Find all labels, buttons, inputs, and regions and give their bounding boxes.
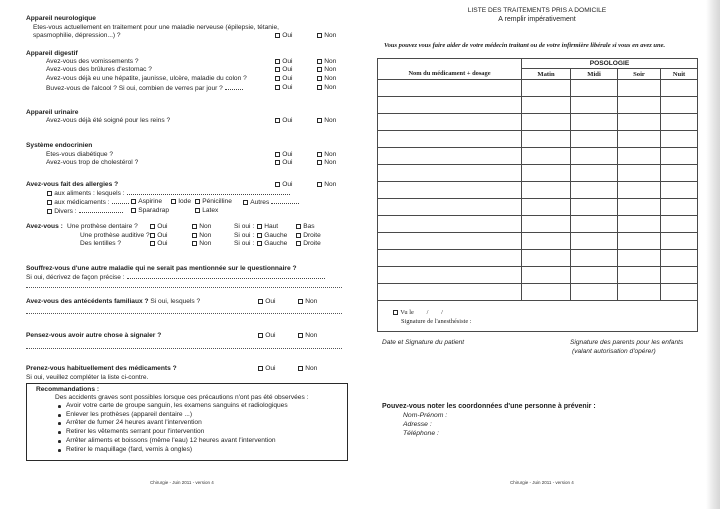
dotted-answer-line bbox=[26, 287, 342, 288]
digestif-alcool-oui-option bbox=[275, 84, 292, 92]
anesthesist-cell bbox=[378, 301, 698, 332]
prothese-dentaire-non-option bbox=[192, 223, 211, 231]
contact-field-telephone: Téléphone : bbox=[403, 430, 439, 437]
cell-medicament bbox=[378, 97, 522, 114]
allergies-non-option bbox=[317, 181, 336, 189]
allergie-divers-option bbox=[47, 207, 123, 216]
anesthesist-signature-label: Signature de l'anesthésiste : bbox=[401, 318, 472, 325]
option-label: Non bbox=[305, 365, 318, 372]
dotted-leader bbox=[127, 273, 325, 279]
cell-midi bbox=[571, 216, 618, 233]
section-title-urinaire: Appareil urinaire bbox=[26, 109, 79, 116]
checkbox-icon bbox=[192, 224, 197, 229]
table-row bbox=[378, 148, 698, 165]
vu-le-label: Vu le / / bbox=[400, 309, 443, 316]
question-vomissements: Avez-vous des vomissements ? bbox=[46, 58, 139, 65]
checkbox-icon bbox=[317, 67, 322, 72]
cell-midi bbox=[571, 80, 618, 97]
checkbox-icon bbox=[275, 118, 280, 123]
cell-nuit bbox=[661, 165, 698, 182]
cell-soir bbox=[618, 199, 661, 216]
cell-nuit bbox=[661, 182, 698, 199]
cell-soir bbox=[618, 80, 661, 97]
contact-field-nom: Nom-Prénom : bbox=[403, 412, 448, 419]
option-label: Oui bbox=[282, 117, 293, 124]
cell-midi bbox=[571, 233, 618, 250]
option-label: Non bbox=[324, 181, 337, 188]
treatments-note: Vous pouvez vous faire aider de votre médecin traitant ou de votre infirmière libérale si vous en avez une. bbox=[384, 42, 666, 49]
recommendations-title: Recommandations : bbox=[36, 386, 100, 393]
cell-matin bbox=[522, 114, 571, 131]
cell-nuit bbox=[661, 250, 698, 267]
cell-soir bbox=[618, 267, 661, 284]
cell-medicament bbox=[378, 114, 522, 131]
cell-soir bbox=[618, 284, 661, 301]
allergie-aliments-option bbox=[47, 189, 290, 198]
endocrinien-cholesterol-non-option bbox=[317, 159, 336, 167]
treatments-title: LISTE DES TRAITEMENTS PRIS A DOMICILE bbox=[467, 7, 607, 14]
cell-matin bbox=[522, 284, 571, 301]
authorization-note: (valant autorisation d'opérer) bbox=[572, 348, 656, 355]
header-nuit: Nuit bbox=[661, 69, 698, 80]
question-brulures: Avez-vous des brûlures d'estomac ? bbox=[46, 66, 152, 73]
checkbox-icon bbox=[257, 233, 262, 238]
cell-midi bbox=[571, 199, 618, 216]
cell-midi bbox=[571, 165, 618, 182]
checkbox-icon bbox=[47, 209, 52, 214]
table-header-row bbox=[378, 59, 698, 69]
option-label: Droite bbox=[303, 240, 321, 247]
cell-soir bbox=[618, 131, 661, 148]
dotted-answer-line bbox=[26, 348, 342, 349]
table-row bbox=[378, 131, 698, 148]
checkbox-icon bbox=[171, 199, 176, 204]
prothese-auditive-droite-option bbox=[296, 232, 321, 240]
question-reins: Avez-vous déjà été soigné pour les reins ? bbox=[46, 117, 171, 124]
header-soir: Soir bbox=[618, 69, 661, 80]
checkbox-icon bbox=[317, 182, 322, 187]
option-label: Aspirine bbox=[138, 198, 163, 205]
cell-midi bbox=[571, 182, 618, 199]
cell-medicament bbox=[378, 250, 522, 267]
table-row bbox=[378, 199, 698, 216]
option-label: Non bbox=[324, 32, 337, 39]
checkbox-icon bbox=[47, 200, 52, 205]
option-label: Gauche bbox=[264, 232, 288, 239]
cell-medicament bbox=[378, 284, 522, 301]
cell-medicament bbox=[378, 165, 522, 182]
checkbox-icon bbox=[243, 200, 248, 205]
checkbox-icon bbox=[47, 191, 52, 196]
checkbox-icon bbox=[192, 233, 197, 238]
header-matin: Matin bbox=[522, 69, 571, 80]
protheses-intro: Avez-vous : bbox=[26, 223, 63, 230]
checkbox-icon bbox=[317, 118, 322, 123]
antecedents-title: Avez-vous des antécédents familiaux ? bbox=[26, 298, 149, 305]
cell-soir bbox=[618, 114, 661, 131]
cell-matin bbox=[522, 80, 571, 97]
option-label: Oui bbox=[157, 223, 168, 230]
checkbox-icon bbox=[257, 224, 262, 229]
option-label: Oui bbox=[282, 66, 293, 73]
cell-soir bbox=[618, 216, 661, 233]
checkbox-icon bbox=[296, 224, 301, 229]
table-row bbox=[378, 97, 698, 114]
allergie-medicaments-option bbox=[47, 198, 129, 207]
checkbox-icon bbox=[317, 76, 322, 81]
question-cholesterol: Avez-vous trop de cholestérol ? bbox=[46, 159, 139, 166]
checkbox-icon bbox=[192, 241, 197, 246]
checkbox-icon bbox=[150, 224, 155, 229]
option-label: Non bbox=[324, 159, 337, 166]
cell-nuit bbox=[661, 148, 698, 165]
cell-nuit bbox=[661, 97, 698, 114]
allergie-sparadrap-option bbox=[131, 207, 169, 215]
cell-matin bbox=[522, 199, 571, 216]
header-posologie: POSOLOGIE bbox=[522, 59, 698, 69]
scan-edge-shadow bbox=[706, 0, 720, 509]
section-title-endocrinien: Système endocrinien bbox=[26, 142, 93, 149]
option-label: Oui bbox=[265, 298, 276, 305]
option-label: Iode bbox=[178, 198, 192, 205]
lentilles-gauche-option bbox=[257, 240, 287, 248]
cell-matin bbox=[522, 148, 571, 165]
recommendation-item: Arrêter aliments et boissons (même l'eau) 12 heures avant l'intervention bbox=[66, 437, 276, 444]
option-label: Latex bbox=[202, 207, 219, 214]
checkbox-icon bbox=[296, 233, 301, 238]
checkbox-icon bbox=[275, 33, 280, 38]
option-label: Non bbox=[199, 232, 212, 239]
cell-soir bbox=[618, 148, 661, 165]
option-label: Oui bbox=[157, 232, 168, 239]
cell-soir bbox=[618, 97, 661, 114]
table-row bbox=[378, 80, 698, 97]
dotted-leader bbox=[225, 84, 243, 90]
dotted-leader bbox=[271, 198, 299, 204]
checkbox-icon bbox=[257, 241, 262, 246]
signaler-oui-option bbox=[258, 332, 275, 340]
question-prothese-auditive: Une prothèse auditive ? bbox=[80, 232, 150, 239]
option-label: Oui bbox=[282, 32, 293, 39]
checkbox-icon bbox=[258, 299, 263, 304]
autre-maladie-detail bbox=[26, 273, 325, 282]
autre-maladie-detail-text: Si oui, décrivez de façon précise : bbox=[26, 274, 125, 281]
prothese-auditive-oui-option bbox=[150, 232, 167, 240]
cell-medicament bbox=[378, 148, 522, 165]
medicaments-detail: Si oui, veuillez compléter la liste ci-contre. bbox=[26, 374, 149, 381]
digestif-hepatite-non-option bbox=[317, 75, 336, 83]
cell-midi bbox=[571, 97, 618, 114]
checkbox-icon bbox=[275, 85, 280, 90]
checkbox-icon bbox=[317, 33, 322, 38]
option-label: Non bbox=[199, 240, 212, 247]
patient-signature-label: Date et Signature du patient bbox=[382, 339, 465, 346]
table-row bbox=[378, 267, 698, 284]
antecedents-non-option bbox=[298, 298, 317, 306]
question-alcool bbox=[46, 84, 243, 93]
cell-midi bbox=[571, 114, 618, 131]
cell-midi bbox=[571, 267, 618, 284]
question-prothese-dentaire: Une prothèse dentaire ? bbox=[67, 223, 138, 230]
checkbox-icon bbox=[275, 76, 280, 81]
table-row bbox=[378, 284, 698, 301]
section-title-neurologique: Appareil neurologique bbox=[26, 15, 96, 22]
cell-matin bbox=[522, 216, 571, 233]
cell-nuit bbox=[661, 80, 698, 97]
cell-nuit bbox=[661, 131, 698, 148]
question-diabete: Etes-vous diabétique ? bbox=[46, 151, 114, 158]
digestif-brulures-non-option bbox=[317, 66, 336, 74]
option-label: Autres bbox=[250, 199, 270, 206]
checkbox-icon bbox=[195, 208, 200, 213]
digestif-hepatite-oui-option bbox=[275, 75, 292, 83]
cell-soir bbox=[618, 182, 661, 199]
checkbox-icon bbox=[131, 208, 136, 213]
recommendations-box bbox=[26, 383, 348, 461]
cell-nuit bbox=[661, 233, 698, 250]
cell-medicament bbox=[378, 80, 522, 97]
recommendation-item: Enlever les prothèses (appareil dentaire ...) bbox=[66, 411, 193, 418]
si-oui-label: Si oui : bbox=[234, 223, 255, 230]
allergie-penicilline-option bbox=[195, 198, 232, 206]
option-label: Non bbox=[324, 58, 337, 65]
question-lentilles: Des lentilles ? bbox=[80, 240, 122, 247]
question-hepatite: Avez-vous déjà eu une hépatite, jaunisse, ulcère, maladie du colon ? bbox=[46, 75, 247, 82]
option-label: Oui bbox=[282, 58, 293, 65]
cell-nuit bbox=[661, 216, 698, 233]
medicaments-non-option bbox=[298, 365, 317, 373]
option-label: Non bbox=[324, 66, 337, 73]
recommendation-item: Retirer le maquillage (fard, vernis à ongles) bbox=[66, 446, 193, 453]
allergies-oui-option bbox=[275, 181, 292, 189]
table-row bbox=[378, 233, 698, 250]
allergie-iode-option bbox=[171, 198, 191, 206]
allergie-aspirine-option bbox=[131, 198, 162, 206]
bullet-icon bbox=[58, 422, 61, 425]
allergie-latex-option bbox=[195, 207, 218, 215]
checkbox-icon bbox=[258, 366, 263, 371]
dotted-leader bbox=[79, 207, 123, 213]
option-label: Oui bbox=[265, 332, 276, 339]
recommendations-intro: Des accidents graves sont possibles lorsque ces précautions n'ont pas été observées : bbox=[55, 394, 309, 401]
si-oui-label: Si oui : bbox=[234, 240, 255, 247]
option-label: Oui bbox=[265, 365, 276, 372]
checkbox-icon bbox=[275, 67, 280, 72]
treatments-subtitle: A remplir impérativement bbox=[498, 16, 576, 23]
cell-medicament bbox=[378, 267, 522, 284]
checkbox-icon bbox=[296, 241, 301, 246]
lentilles-non-option bbox=[192, 240, 211, 248]
dotted-leader bbox=[127, 189, 290, 195]
signaler-non-option bbox=[298, 332, 317, 340]
checkbox-icon bbox=[275, 160, 280, 165]
checkbox-icon bbox=[298, 333, 303, 338]
cell-medicament bbox=[378, 199, 522, 216]
medicaments-oui-option bbox=[258, 365, 275, 373]
checkbox-icon bbox=[317, 160, 322, 165]
option-label: Sparadrap bbox=[138, 207, 169, 214]
allergie-aliments-label: aux aliments : lesquels : bbox=[54, 190, 125, 197]
checkbox-icon bbox=[275, 182, 280, 187]
cell-matin bbox=[522, 233, 571, 250]
option-label: Non bbox=[305, 298, 318, 305]
question-neuro-line-1: Etes-vous actuellement en traitement pour une maladie nerveuse (épilepsie, tétanie, bbox=[33, 24, 279, 31]
table-row bbox=[378, 216, 698, 233]
allergie-medicaments-label: aux médicaments : bbox=[54, 199, 110, 206]
checkbox-icon bbox=[393, 310, 398, 315]
endocrinien-cholesterol-oui-option bbox=[275, 159, 292, 167]
option-label: Oui bbox=[282, 84, 293, 91]
prothese-dentaire-haut-option bbox=[257, 223, 278, 231]
option-label: Oui bbox=[282, 181, 293, 188]
checkbox-icon bbox=[298, 366, 303, 371]
table-row bbox=[378, 182, 698, 199]
cell-matin bbox=[522, 97, 571, 114]
dotted-leader bbox=[112, 198, 129, 204]
allergie-autres-option bbox=[243, 198, 299, 207]
option-label: Droite bbox=[303, 232, 321, 239]
digestif-vomissements-oui-option bbox=[275, 58, 292, 66]
prothese-dentaire-oui-option bbox=[150, 223, 167, 231]
option-label: Pénicilline bbox=[202, 198, 232, 205]
question-alcool-text: Buvez-vous de l'alcool ? Si oui, combien de verres par jour ? bbox=[46, 85, 223, 92]
cell-midi bbox=[571, 131, 618, 148]
treatments-table bbox=[377, 58, 698, 332]
prothese-dentaire-bas-option bbox=[296, 223, 315, 231]
option-label: Non bbox=[199, 223, 212, 230]
cell-matin bbox=[522, 250, 571, 267]
header-midi: Midi bbox=[571, 69, 618, 80]
prothese-auditive-non-option bbox=[192, 232, 211, 240]
header-medicament: Nom du médicament + dosage bbox=[378, 59, 522, 80]
question-neuro-line-2: spasmophilie, dépression...) ? bbox=[33, 32, 121, 39]
vu-le-line bbox=[393, 308, 697, 317]
parents-signature-label: Signature des parents pour les enfants bbox=[570, 339, 684, 346]
contact-field-adresse: Adresse : bbox=[403, 421, 432, 428]
bullet-icon bbox=[58, 414, 61, 417]
neuro-oui-option bbox=[275, 32, 292, 40]
recommendation-item: Arrêter de fumer 24 heures avant l'intervention bbox=[66, 419, 202, 426]
cell-midi bbox=[571, 284, 618, 301]
option-label: Oui bbox=[282, 151, 293, 158]
option-label: Non bbox=[324, 117, 337, 124]
anesthesist-row bbox=[378, 301, 698, 332]
table-row bbox=[378, 250, 698, 267]
option-label: Non bbox=[324, 84, 337, 91]
endocrinien-diabete-non-option bbox=[317, 151, 336, 159]
table-body bbox=[378, 80, 698, 301]
cell-nuit bbox=[661, 284, 698, 301]
table-row bbox=[378, 114, 698, 131]
bullet-icon bbox=[58, 440, 61, 443]
si-oui-label: Si oui : bbox=[234, 232, 255, 239]
endocrinien-diabete-oui-option bbox=[275, 151, 292, 159]
checkbox-icon bbox=[317, 85, 322, 90]
question-autre-maladie: Souffrez-vous d'une autre maladie qui ne serait pas mentionnée sur le questionnaire ? bbox=[26, 265, 297, 272]
option-label: Non bbox=[305, 332, 318, 339]
cell-matin bbox=[522, 131, 571, 148]
urinaire-reins-non-option bbox=[317, 117, 336, 125]
section-title-digestif: Appareil digestif bbox=[26, 50, 78, 57]
question-antecedents bbox=[26, 298, 200, 306]
option-label: Non bbox=[324, 151, 337, 158]
question-signaler: Pensez-vous avoir autre chose à signaler ? bbox=[26, 332, 162, 339]
checkbox-icon bbox=[275, 152, 280, 157]
option-label: Oui bbox=[282, 75, 293, 82]
recommendation-item: Avoir votre carte de groupe sanguin, les examens sanguins et radiologiques bbox=[66, 402, 288, 409]
bullet-icon bbox=[58, 431, 61, 434]
checkbox-icon bbox=[258, 333, 263, 338]
dotted-answer-line bbox=[26, 313, 342, 314]
checkbox-icon bbox=[150, 233, 155, 238]
option-label: Oui bbox=[282, 159, 293, 166]
question-medicaments: Prenez-vous habituellement des médicaments ? bbox=[26, 365, 177, 372]
cell-medicament bbox=[378, 233, 522, 250]
cell-matin bbox=[522, 267, 571, 284]
option-label: Haut bbox=[264, 223, 279, 230]
lentilles-droite-option bbox=[296, 240, 321, 248]
digestif-alcool-non-option bbox=[317, 84, 336, 92]
cell-midi bbox=[571, 148, 618, 165]
checkbox-icon bbox=[150, 241, 155, 246]
neuro-non-option bbox=[317, 32, 336, 40]
cell-soir bbox=[618, 250, 661, 267]
digestif-vomissements-non-option bbox=[317, 58, 336, 66]
option-label: Gauche bbox=[264, 240, 288, 247]
bullet-icon bbox=[58, 405, 61, 408]
cell-soir bbox=[618, 233, 661, 250]
checkbox-icon bbox=[317, 152, 322, 157]
table-row bbox=[378, 165, 698, 182]
cell-medicament bbox=[378, 131, 522, 148]
recommendation-item: Retirer les vêtements serrant pour l'intervention bbox=[66, 428, 205, 435]
bullet-icon bbox=[58, 449, 61, 452]
cell-medicament bbox=[378, 182, 522, 199]
checkbox-icon bbox=[195, 199, 200, 204]
cell-midi bbox=[571, 250, 618, 267]
antecedents-detail: Si oui, lesquels ? bbox=[150, 298, 201, 305]
cell-nuit bbox=[661, 199, 698, 216]
prothese-auditive-gauche-option bbox=[257, 232, 287, 240]
allergie-divers-label: Divers : bbox=[54, 208, 77, 215]
cell-nuit bbox=[661, 114, 698, 131]
cell-matin bbox=[522, 182, 571, 199]
checkbox-icon bbox=[275, 59, 280, 64]
cell-matin bbox=[522, 165, 571, 182]
section-title-allergies: Avez-vous fait des allergies ? bbox=[26, 181, 119, 188]
lentilles-oui-option bbox=[150, 240, 167, 248]
checkbox-icon bbox=[131, 199, 136, 204]
urinaire-reins-oui-option bbox=[275, 117, 292, 125]
digestif-brulures-oui-option bbox=[275, 66, 292, 74]
cell-nuit bbox=[661, 267, 698, 284]
option-label: Non bbox=[324, 75, 337, 82]
contact-title: Pouvez-vous noter les coordonnées d'une personne à prévenir : bbox=[382, 403, 596, 410]
footer-left: Chirurgie - Juin 2011 - version 4 bbox=[150, 480, 214, 485]
antecedents-oui-option bbox=[258, 298, 275, 306]
option-label: Bas bbox=[303, 223, 315, 230]
cell-soir bbox=[618, 165, 661, 182]
footer-right: Chirurgie - Juin 2011 - version 4 bbox=[510, 480, 574, 485]
checkbox-icon bbox=[317, 59, 322, 64]
option-label: Oui bbox=[157, 240, 168, 247]
checkbox-icon bbox=[298, 299, 303, 304]
cell-medicament bbox=[378, 216, 522, 233]
